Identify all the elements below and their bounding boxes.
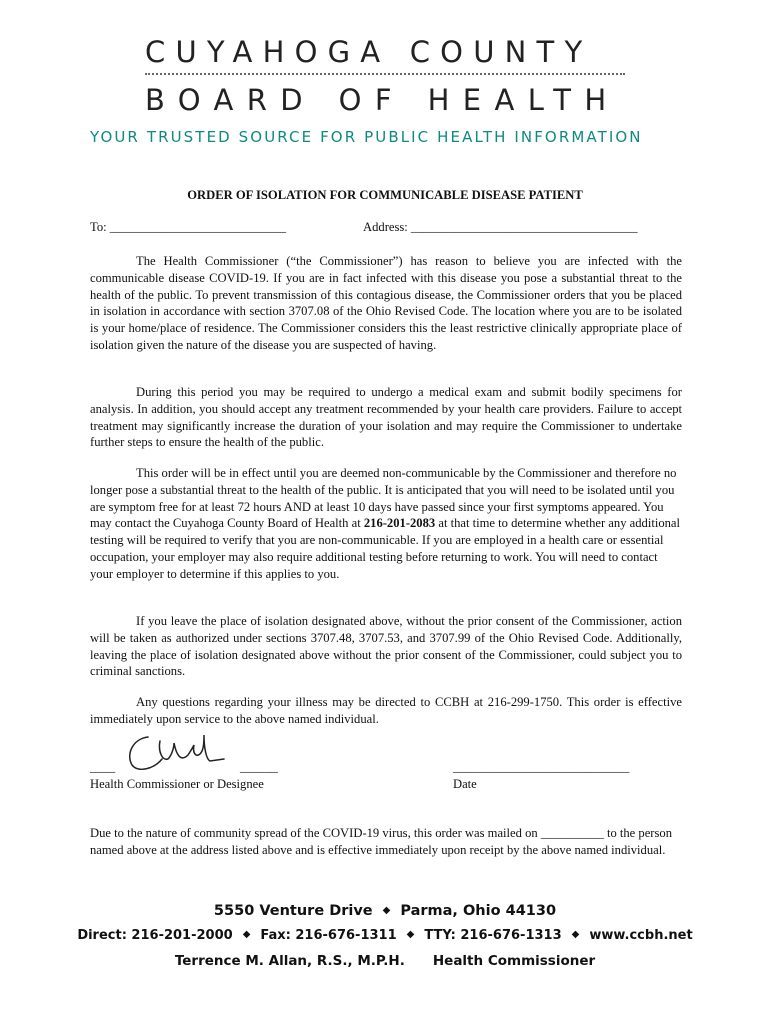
signature-label: Health Commissioner or Designee (90, 777, 264, 791)
signature-line-right: ______ (240, 760, 278, 774)
diamond-bullet-icon: ◆ (242, 929, 251, 940)
paragraph-questions: Any questions regarding your illness may be directed to CCBH at 216-299-1750. This order is effective immediately upon service to the above named individual. (90, 695, 682, 726)
footer-fax: Fax: 216-676-1311 (260, 928, 397, 943)
footer-address (0, 903, 770, 919)
footer-contacts (0, 928, 770, 943)
letterhead-board: BOARD OF HEALTH (145, 83, 620, 117)
footer-tty: TTY: 216-676-1313 (424, 928, 562, 943)
date-line: ____________________________ (453, 760, 630, 774)
to-field-label: To: ____________________________ (90, 220, 287, 234)
footer-commissioner (0, 953, 770, 969)
paragraph-isolation-notice: The Health Commissioner (“the Commissioner”) has reason to believe you are infected with the communicable disease COVID-19. If you are in fact infected with this disease you pose a substantial threat to the health of the public. To prevent transmission of this contagious disease, the Commissioner orders that you be placed in isolation in accordance with section 3707.08 of the Ohio Revised Code. The location where you are to be isolated is your home/place of residence. The Commissioner considers this the least restrictive clinically appropriate place of isolation given the nature of the disease you are suspected of having. (90, 254, 682, 352)
footer-commissioner-name: Terrence M. Allan, R.S., M.P.H. (174, 953, 405, 969)
date-label: Date (453, 777, 477, 791)
footer-website: www.ccbh.net (589, 928, 693, 943)
letterhead-tagline: YOUR TRUSTED SOURCE FOR PUBLIC HEALTH INFORMATION (90, 128, 643, 146)
paragraph-order-duration: This order will be in effect until you are deemed non-communicable by the Commissioner and therefore no longer pose a substantial threat to the health of the public. It is anticipated that you will need to be isolated until you are symptom free for at least 72 hours AND at least 10 days have passed since your first symptoms appeared. You may contact the Cuyahoga County Board of Health at 216-201-2083 at that time to determine whether any additional testing will be required to verify that you are non-communicable. If you are employed in a health care or essential occupation, your employer may also require additional testing before returning to work. You will need to contact your employer to determine if this applies to you. (90, 466, 681, 581)
footer-direct: Direct: 216-201-2000 (77, 928, 233, 943)
footer-city: Parma, Ohio 44130 (400, 903, 557, 919)
document-title: ORDER OF ISOLATION FOR COMMUNICABLE DISEASE PATIENT (187, 188, 583, 202)
paragraph-mailing-note: Due to the nature of community spread of the COVID-19 virus, this order was mailed on __________ to the person named above at the address listed above and is effective immediately upon receipt by the above named individual. (90, 826, 672, 857)
footer-street: 5550 Venture Drive (213, 903, 373, 919)
letterhead-county: CUYAHOGA COUNTY (145, 35, 593, 69)
commissioner-signature (118, 729, 228, 775)
footer-commissioner-title: Health Commissioner (432, 953, 596, 969)
paragraph-medical-exam: During this period you may be required to undergo a medical exam and submit bodily specimens for analysis. In addition, you should accept any treatment recommended by your health care providers. Failure to accept treatment may significantly increase the duration of your isolation and may require the Commissioner to undertake further steps to ensure the health of the public. (90, 385, 682, 450)
board-phone-number: 216-201-2083 (363, 516, 436, 531)
letterhead-dotted-rule (145, 73, 625, 75)
diamond-bullet-icon: ◆ (406, 929, 415, 940)
signature-line-left: ____ (90, 760, 116, 774)
address-field-label: Address: ____________________________________ (363, 220, 638, 234)
diamond-bullet-icon: ◆ (571, 929, 580, 940)
diamond-bullet-icon: ◆ (382, 905, 391, 916)
paragraph-violation-warning: If you leave the place of isolation designated above, without the prior consent of the Commissioner, action will be taken as authorized under sections 3707.48, 3707.53, and 3707.99 of the Ohio Revised Code. Additionally, leaving the place of isolation designated above without the prior consent of the Commissioner, could subject you to criminal sanctions. (90, 614, 682, 679)
